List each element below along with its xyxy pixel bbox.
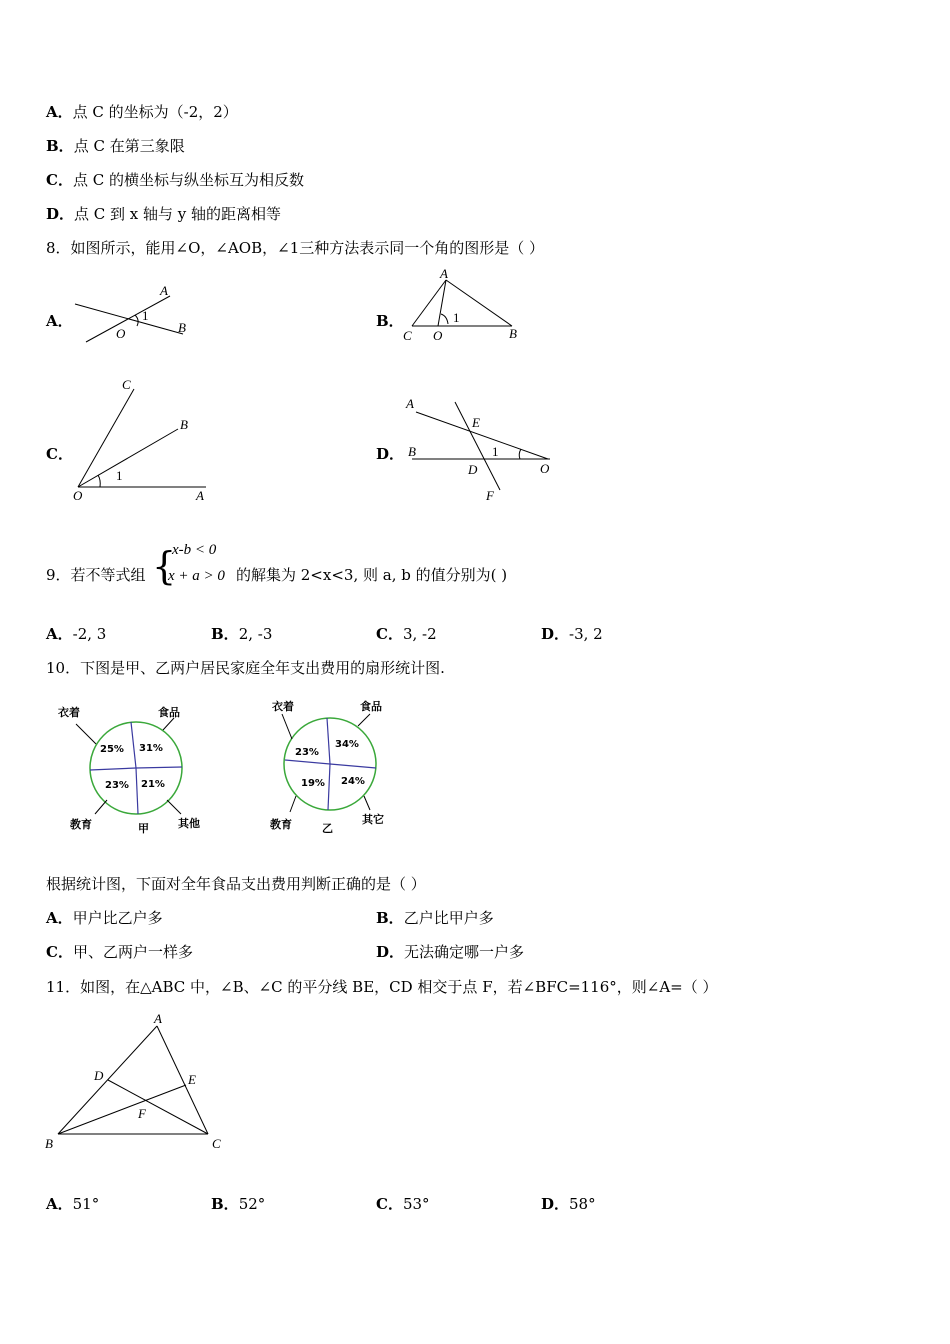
q9-option-d: D．-3, 2	[541, 625, 603, 643]
jia-value-clothing: 25%	[100, 744, 124, 755]
q8b-label-c: C	[403, 328, 412, 343]
q8d-label-f: F	[486, 488, 494, 503]
q8-stem: 8．如图所示，能用∠O，∠AOB，∠1三种方法表示同一个角的图形是（ ）	[46, 239, 545, 257]
q8-figure-d	[400, 392, 570, 507]
q8c-label-o: O	[73, 488, 83, 503]
q7-option-a: A．点 C 的坐标为（-2，2）	[46, 103, 238, 121]
q11-label-b: B	[45, 1136, 53, 1151]
q11-label-c: C	[212, 1136, 221, 1151]
yi-value-other: 24%	[341, 776, 365, 787]
q8d-label-e: E	[472, 415, 480, 430]
q11-option-d: D．58°	[541, 1195, 596, 1213]
q8b-label-b: B	[509, 326, 517, 341]
q9-suffix: 的解集为 2<x<3, 则 a, b 的值分别为( )	[236, 566, 508, 584]
jia-label-other: 其他	[178, 817, 200, 830]
q11-option-a: A．51°	[46, 1195, 100, 1213]
q10-question: 根据统计图，下面对全年食品支出费用判断正确的是（ ）	[46, 875, 426, 893]
q8d-label-d: D	[468, 462, 478, 477]
q8-fig-c-letter: C．	[46, 445, 73, 463]
q8a-label-a: A	[160, 283, 168, 298]
q8c-label-b: B	[180, 417, 188, 432]
q8d-label-o: O	[540, 461, 550, 476]
q11-option-c: C．53°	[376, 1195, 430, 1213]
q9-option-b: B．2, -3	[211, 625, 273, 643]
q11-option-b: B．52°	[211, 1195, 266, 1213]
q9-prefix: 9．若不等式组	[46, 566, 146, 584]
q8c-label-c: C	[122, 377, 131, 392]
jia-value-other: 21%	[141, 779, 165, 790]
q10-option-c: C．甲、乙两户一样多	[46, 943, 193, 961]
q8a-label-b: B	[178, 320, 186, 335]
q11-label-d: D	[94, 1068, 104, 1083]
q8b-label-o: O	[433, 328, 443, 343]
q8-figure-a	[70, 278, 230, 348]
q8-fig-a-letter: A．	[46, 312, 73, 330]
q8-figure-b	[400, 268, 540, 348]
q11-triangle-figure	[40, 1008, 240, 1158]
yi-label-food: 食品	[360, 700, 382, 713]
q8b-label-a: A	[440, 266, 448, 281]
q7-option-b: B．点 C 在第三象限	[46, 137, 185, 155]
q7-option-d: D．点 C 到 x 轴与 y 轴的距离相等	[46, 205, 282, 223]
q9-option-a: A．-2, 3	[46, 625, 107, 643]
q8a-label-1: 1	[142, 308, 149, 323]
q8d-label-a: A	[406, 396, 414, 411]
q9-inequality-1: x-b < 0	[172, 542, 217, 558]
jia-chart-name: 甲	[138, 822, 149, 835]
q8-fig-d-letter: D．	[376, 445, 405, 463]
q7-option-c: C．点 C 的横坐标与纵坐标互为相反数	[46, 171, 304, 189]
jia-label-clothing: 衣着	[58, 706, 80, 719]
yi-value-education: 19%	[301, 778, 325, 789]
q10-stem: 10．下图是甲、乙两户居民家庭全年支出费用的扇形统计图.	[46, 659, 445, 677]
q10-option-d: D．无法确定哪一户多	[376, 943, 525, 961]
q8b-label-1: 1	[453, 310, 460, 325]
q9-brace: {	[152, 544, 177, 588]
q10-option-a: A．甲户比乙户多	[46, 909, 163, 927]
jia-label-food: 食品	[158, 706, 180, 719]
q11-stem: 11．如图，在△ABC 中，∠B、∠C 的平分线 BE，CD 相交于点 F，若∠BFC=116°，则∠A=（ ）	[46, 978, 718, 996]
q9-inequality-2: x + a > 0	[168, 568, 225, 584]
q11-label-a: A	[154, 1011, 162, 1026]
yi-label-education: 教育	[270, 818, 292, 831]
yi-chart-name: 乙	[322, 822, 333, 835]
q11-label-f: F	[138, 1106, 146, 1121]
jia-value-food: 31%	[139, 743, 163, 754]
q8c-label-1: 1	[116, 468, 123, 483]
jia-value-education: 23%	[105, 780, 129, 791]
q8a-label-o: O	[116, 326, 126, 341]
yi-label-other: 其它	[362, 813, 384, 826]
q9-option-c: C．3, -2	[376, 625, 437, 643]
yi-label-clothing: 衣着	[272, 700, 294, 713]
q11-label-e: E	[188, 1072, 196, 1087]
q10-option-b: B．乙户比甲户多	[376, 909, 494, 927]
q8-figure-c	[70, 374, 220, 509]
yi-value-food: 34%	[335, 739, 359, 750]
q8d-label-b: B	[408, 444, 416, 459]
jia-label-education: 教育	[70, 818, 92, 831]
q8c-label-a: A	[196, 488, 204, 503]
yi-value-clothing: 23%	[295, 747, 319, 758]
q8d-label-1: 1	[492, 444, 499, 459]
q10-pie-chart-jia	[50, 696, 230, 841]
q10-pie-chart-yi	[248, 692, 428, 842]
q8-fig-b-letter: B．	[376, 312, 404, 330]
